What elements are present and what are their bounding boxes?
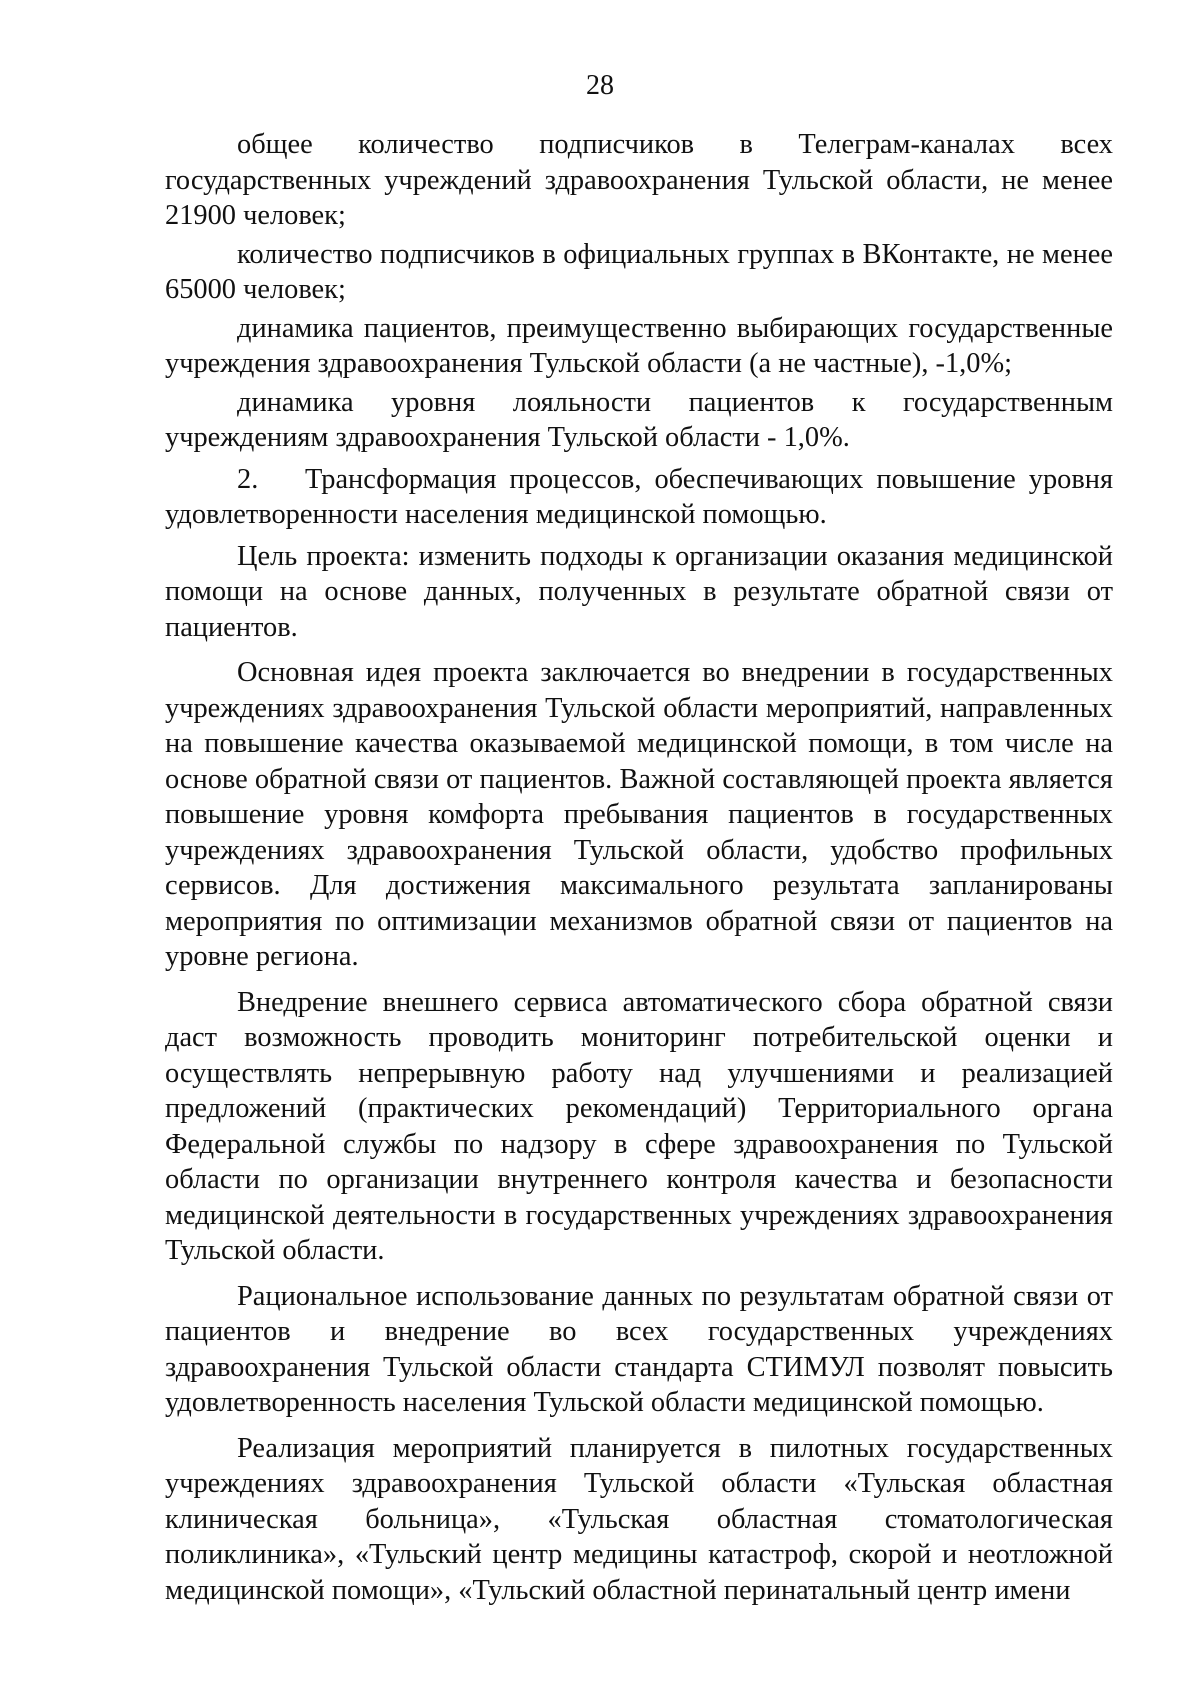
section-number: 2. (237, 463, 259, 495)
paragraph-main-idea: Основная идея проекта заключается во внедрении в государственных учреждениях здравоохранения Тульской области мероприятий, направленных на повышение качества оказываемой медицинской помощи, в том числе на основе обратной связи от пациентов. Важной составляющей проекта является повышение уровня комфорта пребывания пациентов в государственных учреждениях здравоохранения Тульской области, удобство профильных сервисов. Для достижения максимального результата запланированы мероприятия по оптимизации механизмов обратной связи от пациентов на уровне региона. (165, 657, 1113, 972)
paragraph-subscribers-telegram: общее количество подписчиков в Телеграм-каналах всех государственных учреждений здравоохранения Тульской области, не менее 21900 человек; (165, 129, 1113, 231)
paragraph-pilot-institutions: Реализация мероприятий планируется в пилотных государственных учреждениях здравоохранения Тульской области «Тульская областная клиническая больница», «Тульская областная стоматологическая поликлиника», «Тульский центр медицины катастроф, скорой и неотложной медицинской помощи», «Тульский областной перинатальный центр имени (165, 1432, 1113, 1606)
paragraph-subscribers-vkontakte: количество подписчиков в официальных группах в ВКонтакте, не менее 65000 человек; (165, 238, 1113, 305)
paragraph-project-goal: Цель проекта: изменить подходы к организации оказания медицинской помощи на основе данных, полученных в результате обратной связи от пациентов. (165, 540, 1113, 643)
paragraph-loyalty-dynamics: динамика уровня лояльности пациентов к государственным учреждениям здравоохранения Тульской области - 1,0%. (165, 386, 1113, 453)
paragraph-patient-choice-dynamics: динамика пациентов, преимущественно выбирающих государственные учреждения здравоохранения Тульской области (а не частные), -1,0%; (165, 312, 1113, 379)
paragraph-external-service: Внедрение внешнего сервиса автоматического сбора обратной связи даст возможность проводить мониторинг потребительской оценки и осуществлять непрерывную работу над улучшениями и реализацией предложений (практических рекомендаций) Территориального органа Федеральной службы по надзору в сфере здравоохранения по Тульской области по организации внутреннего контроля качества и безопасности медицинской деятельности в государственных учреждениях здравоохранения Тульской области. (165, 986, 1113, 1266)
document-body (165, 127, 1113, 1608)
section-heading-text: Трансформация процессов, обеспечивающих повышение уровня удовлетворенности населения медицинской помощью. (165, 463, 1113, 530)
paragraph-rational-use: Рациональное использование данных по результатам обратной связи от пациентов и внедрение во всех государственных учреждениях здравоохранения Тульской области стандарта СТИМУЛ позволят повысить удовлетворенность населения Тульской области медицинской помощью. (165, 1280, 1113, 1418)
paragraph-section-2 (165, 462, 1113, 533)
page-number: 28 (586, 70, 614, 101)
